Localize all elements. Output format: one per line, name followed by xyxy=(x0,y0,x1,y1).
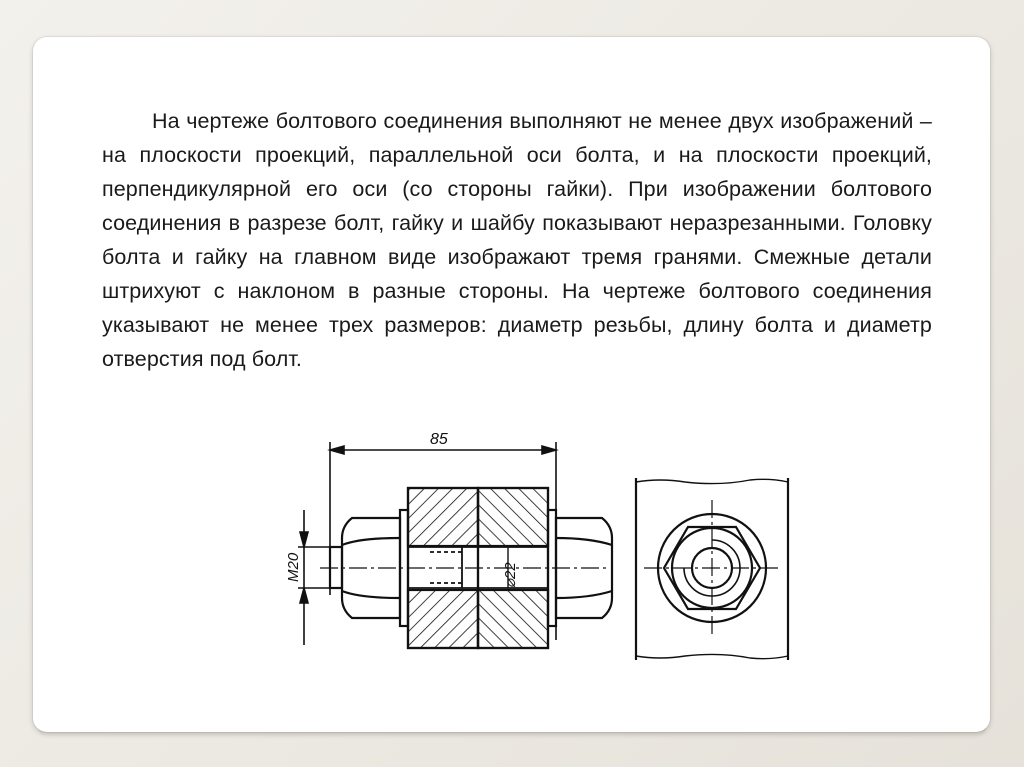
side-view xyxy=(636,478,788,660)
thread-dimension xyxy=(298,510,340,645)
length-dimension-label: 85 xyxy=(430,431,448,448)
hole-dimension-label: ⌀22 xyxy=(502,562,519,588)
thread-dimension-label: M20 xyxy=(285,552,302,582)
bolt-connection-drawing xyxy=(280,420,800,670)
front-view xyxy=(285,431,612,648)
body-paragraph: На чертеже болтового соединения выполняют не менее двух изображений – на плоскости проекций, параллельной оси болта, и на плоскости проекций, перпендикулярной его оси (со стороны гайки). При изображении болтового соединения в разрезе болт, гайку и шайбу показывают неразрезанными. Головку болта и гайку на главном виде изображают тремя гранями. Смежные детали штрихуют с наклоном в разные стороны. На чертеже болтового соединения указывают не менее трех размеров: диаметр резьбы, длину болта и диаметр отверстия под болт. xyxy=(102,109,932,371)
